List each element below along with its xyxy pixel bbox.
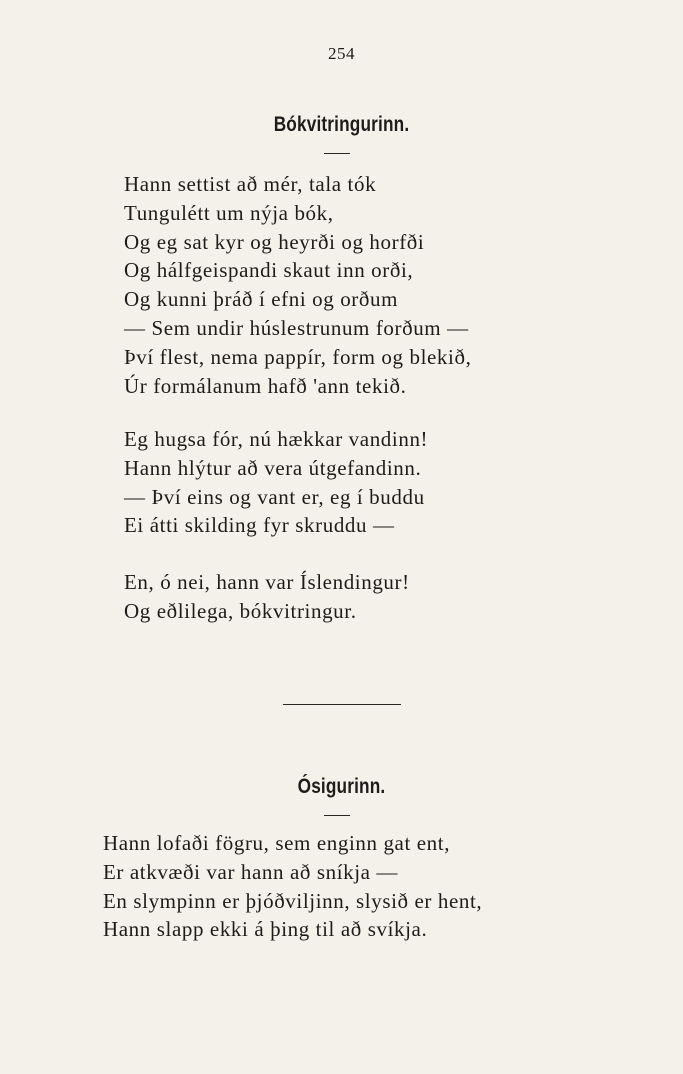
- title-rule: [324, 815, 350, 816]
- stanza: [124, 425, 428, 540]
- poem-line: En slympinn er þjóðviljinn, slysið er hent,: [103, 888, 483, 913]
- poem-line: Er atkvæði var hann að sníkja —: [103, 859, 399, 884]
- page-number: 254: [328, 44, 355, 63]
- poem-line: Því flest, nema pappír, form og blekið,: [124, 344, 472, 369]
- section-divider: [283, 704, 401, 705]
- poem-line: Eg hugsa fór, nú hækkar vandinn!: [124, 427, 429, 451]
- poem-line: Hann hlýtur að vera útgefandinn.: [124, 455, 422, 480]
- poem-line: — Sem undir húslestrunum forðum —: [124, 315, 469, 340]
- poem-line: Hann lofaði fögru, sem enginn gat ent,: [103, 831, 451, 855]
- poem-line: Hann settist að mér, tala tók: [124, 172, 377, 196]
- poem-line: Ei átti skilding fyr skruddu —: [124, 513, 395, 538]
- poem-line: Og eðlilega, bókvitringur.: [124, 598, 357, 623]
- poem-line: Og kunni þráð í efni og orðum: [124, 287, 399, 312]
- poem-line: — Því eins og vant er, eg í buddu: [124, 484, 425, 509]
- poem-line: Hann slapp ekki á þing til að svíkja.: [103, 917, 428, 942]
- title-rule: [324, 153, 350, 154]
- poem-title: Bókvitringurinn.: [273, 113, 410, 136]
- stanza: [103, 829, 482, 944]
- poem-line: Og hálfgeispandi skaut inn orði,: [124, 258, 414, 283]
- poem-line: Tungulétt um nýja bók,: [124, 200, 334, 225]
- stanza: [124, 568, 410, 626]
- poem-line: En, ó nei, hann var Íslendingur!: [124, 570, 410, 594]
- poem-title: Ósigurinn.: [297, 775, 386, 798]
- stanza: [124, 170, 471, 400]
- poem-line: Úr formálanum hafð 'ann tekið.: [124, 373, 407, 398]
- poem-line: Og eg sat kyr og heyrði og horfði: [124, 229, 425, 254]
